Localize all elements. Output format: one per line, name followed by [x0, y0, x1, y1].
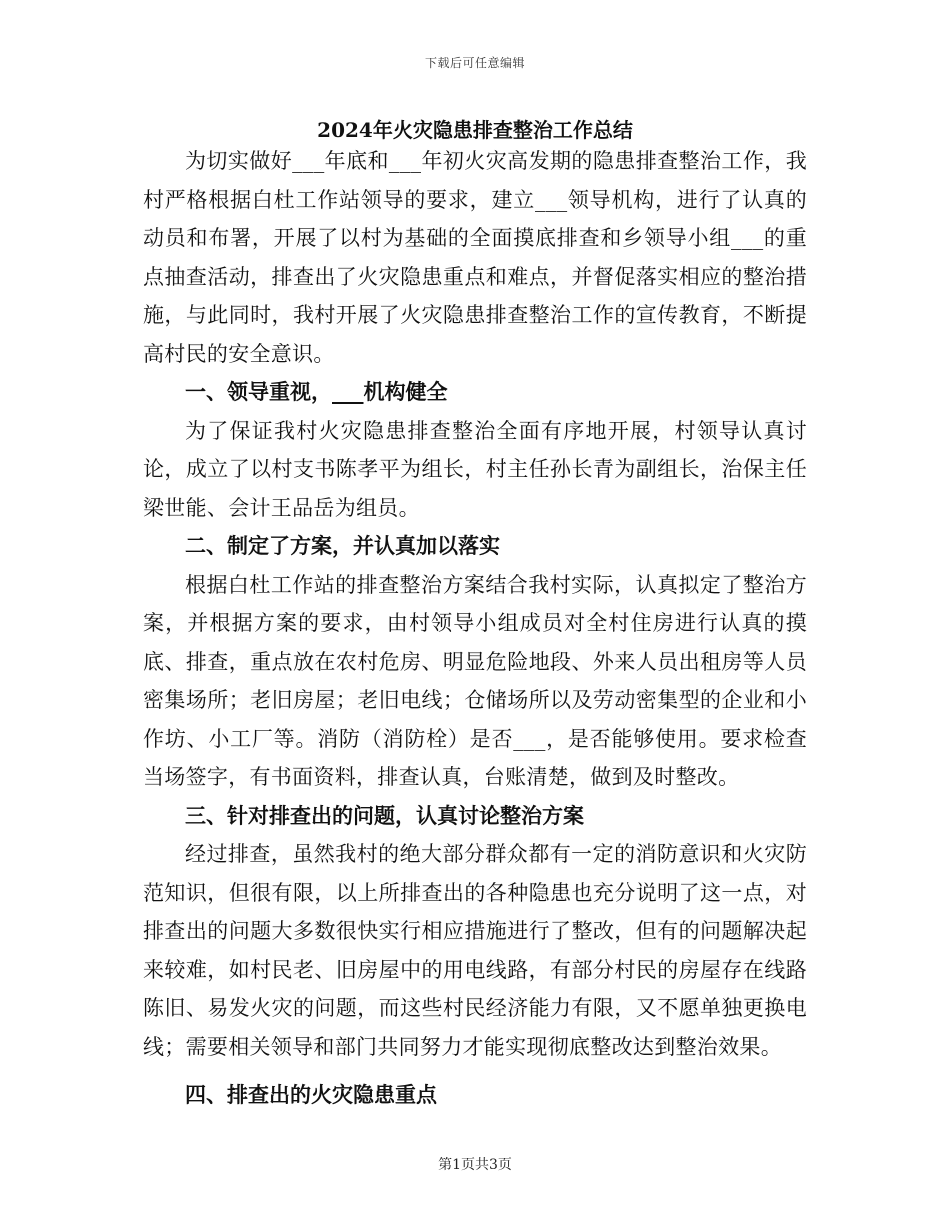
section-body-1: 为了保证我村火灾隐患排查整治全面有序地开展，村领导认真讨论，成立了以村支书陈孝平为组长，村主任孙长青为副组长，治保主任梁世能、会计王品岳为组员。: [143, 418, 807, 520]
document-body: [143, 142, 807, 1115]
intro-paragraph: 为切实做好___年底和___年初火灾高发期的隐患排查整治工作，我村严格根据白杜工作站领导的要求，建立___领导机构，进行了认真的动员和布署，开展了以村为基础的全面摸底排查和乡领导小组___的重点抽查活动，排查出了火灾隐患重点和难点，并督促落实相应的整治措施，与此同时，我村开展了火灾隐患排查整治工作的宣传教育，不断提高村民的安全意识。: [143, 149, 807, 366]
section-body-2: 根据白杜工作站的排查整治方案结合我村实际，认真拟定了整治方案，并根据方案的要求，由村领导小组成员对全村住房进行认真的摸底、排查，重点放在农村危房、明显危险地段、外来人员出租房等人员密集场所；老旧房屋；老旧电线；仓储场所以及劳动密集型的企业和小作坊、小工厂等。消防（消防栓）是否___，是否能够使用。要求检查当场签字，有书面资料，排查认真，台账清楚，做到及时整改。: [143, 572, 807, 789]
document-title: 2024年火灾隐患排查整治工作总结: [317, 118, 633, 142]
section-heading-4: 四、排查出的火灾隐患重点: [185, 1082, 437, 1107]
header-note: 下载后可任意编辑: [424, 56, 525, 70]
section-heading-3: 三、针对排查出的问题，认真讨论整治方案: [185, 802, 584, 828]
section-body-3: 经过排查，虽然我村的绝大部分群众都有一定的消防意识和火灾防范知识，但很有限，以上所排查出的各种隐患也充分说明了这一点，对排查出的问题大多数很快实行相应措施进行了整改，但有的问题解决起来较难，如村民老、旧房屋中的用电线路，有部分村民的房屋存在线路陈旧、易发火灾的问题，而这些村民经济能力有限，又不愿单独更换电线；需要相关领导和部门共同努力才能实现彻底整改达到整治效果。: [143, 842, 807, 1059]
section-heading-2: 二、制定了方案，并认真加以落实: [185, 533, 500, 558]
section-heading-1: 一、领导重视，___机构健全: [185, 379, 448, 404]
page-indicator: 第1页共3页: [438, 1157, 512, 1173]
